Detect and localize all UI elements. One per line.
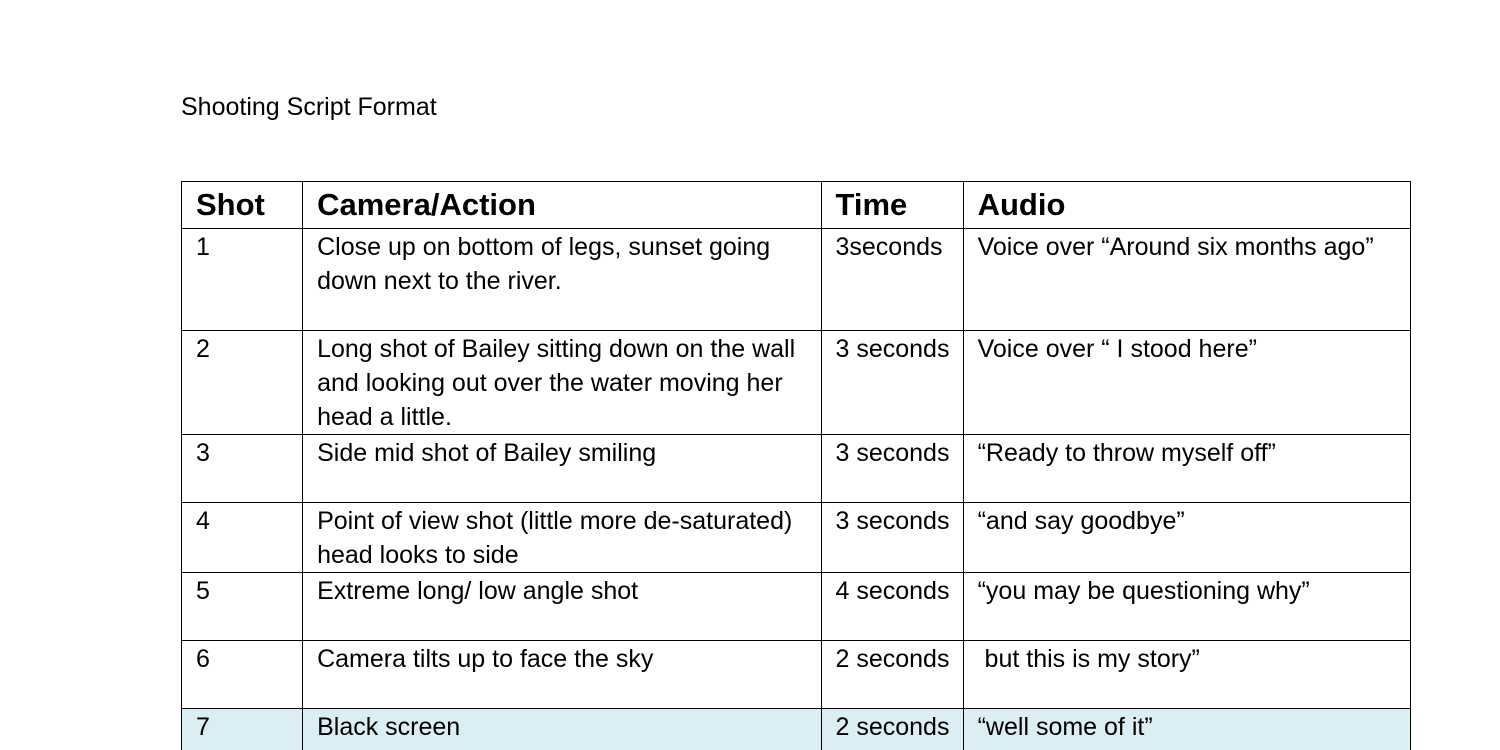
time-cell: 3 seconds xyxy=(821,331,963,435)
header-camera-action: Camera/Action xyxy=(303,182,821,229)
table-row xyxy=(182,573,1411,641)
camera-action-cell: Point of view shot (little more de-saturated) head looks to side xyxy=(303,503,821,573)
header-audio: Audio xyxy=(963,182,1410,229)
table-row xyxy=(182,641,1411,709)
audio-cell: Voice over “ I stood here” xyxy=(963,331,1410,435)
shot-number-cell: 2 xyxy=(182,331,303,435)
time-cell: 3seconds xyxy=(821,229,963,331)
table-row xyxy=(182,709,1411,750)
table-row xyxy=(182,331,1411,435)
time-cell: 3 seconds xyxy=(821,503,963,573)
shot-number-cell: 1 xyxy=(182,229,303,331)
camera-action-cell: Black screen xyxy=(303,709,821,750)
shot-number-cell: 3 xyxy=(182,435,303,503)
shot-number-cell: 4 xyxy=(182,503,303,573)
camera-action-cell: Long shot of Bailey sitting down on the wall and looking out over the water moving her head a little. xyxy=(303,331,821,435)
camera-action-cell: Close up on bottom of legs, sunset going down next to the river. xyxy=(303,229,821,331)
shot-number-cell: 7 xyxy=(182,709,303,750)
audio-cell: “you may be questioning why” xyxy=(963,573,1410,641)
shot-number-cell: 5 xyxy=(182,573,303,641)
camera-action-cell: Side mid shot of Bailey smiling xyxy=(303,435,821,503)
shot-number-cell: 6 xyxy=(182,641,303,709)
time-cell: 2 seconds xyxy=(821,709,963,750)
time-cell: 2 seconds xyxy=(821,641,963,709)
audio-cell: “Ready to throw myself off” xyxy=(963,435,1410,503)
table-row xyxy=(182,435,1411,503)
header-shot: Shot xyxy=(182,182,303,229)
camera-action-cell: Extreme long/ low angle shot xyxy=(303,573,821,641)
table-row xyxy=(182,229,1411,331)
header-time: Time xyxy=(821,182,963,229)
audio-cell: but this is my story” xyxy=(963,641,1410,709)
camera-action-cell: Camera tilts up to face the sky xyxy=(303,641,821,709)
table-header-row xyxy=(182,182,1411,229)
audio-cell: “well some of it” xyxy=(963,709,1410,750)
time-cell: 4 seconds xyxy=(821,573,963,641)
table-row xyxy=(182,503,1411,573)
audio-cell: Voice over “Around six months ago” xyxy=(963,229,1410,331)
shooting-script-table xyxy=(181,181,1411,750)
audio-cell: “and say goodbye” xyxy=(963,503,1410,573)
document-title: Shooting Script Format xyxy=(181,93,437,121)
time-cell: 3 seconds xyxy=(821,435,963,503)
